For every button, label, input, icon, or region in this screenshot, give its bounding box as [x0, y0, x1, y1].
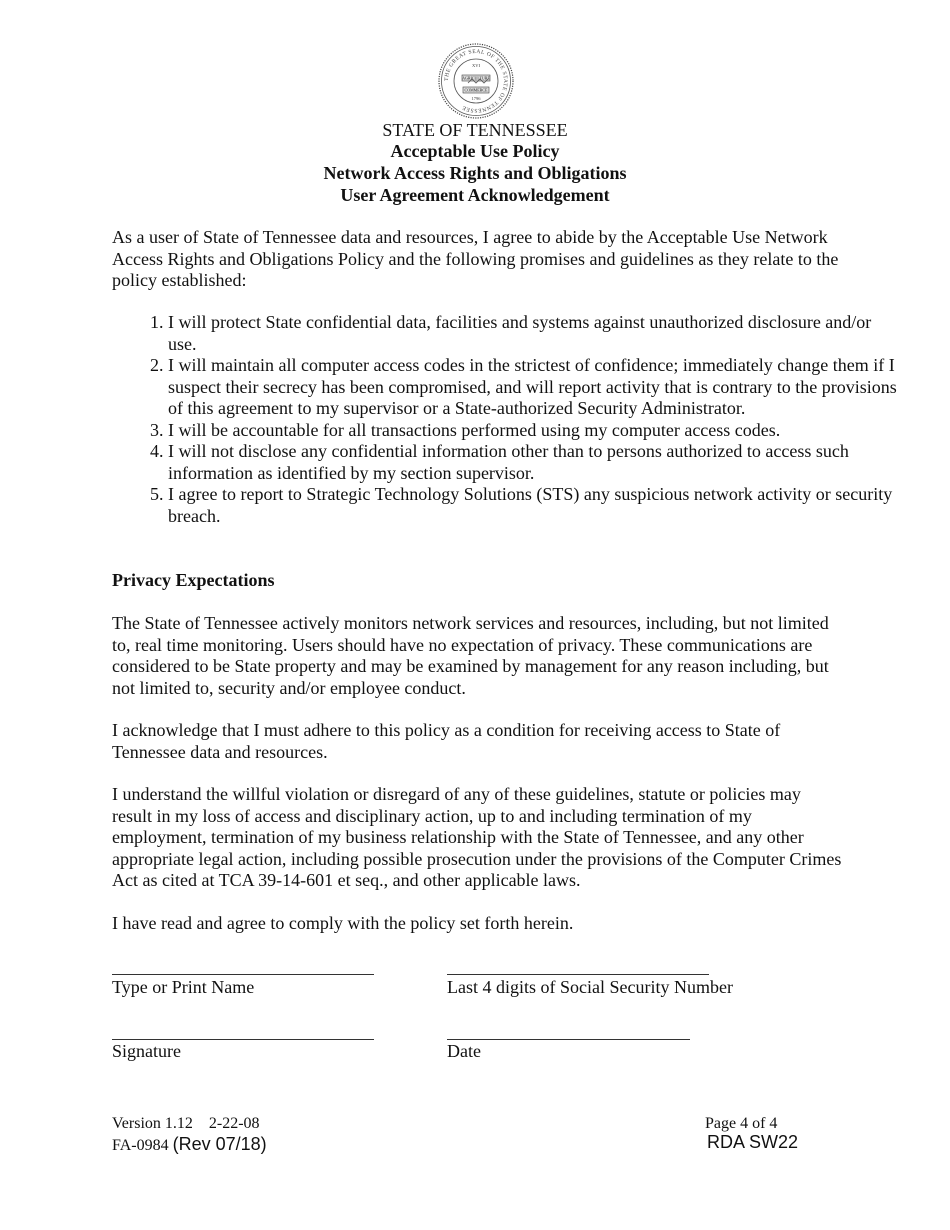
privacy-heading: Privacy Expectations	[112, 570, 275, 590]
acknowledge-paragraph: I acknowledge that I must adhere to this policy as a condition for receiving access to State of Tennessee data and resources.	[112, 720, 781, 762]
seal-agriculture-banner: AGRICULTURE	[462, 75, 490, 81]
seal-ring-text: THE GREAT SEAL OF THE STATE OF TENNESSEE	[443, 48, 509, 114]
list-item: 4. I will not disclose any confidential information other than to persons authorized to access such information as identified by my section supervisor.	[168, 441, 898, 484]
policy-subtitle: Network Access Rights and Obligations	[323, 163, 627, 183]
page-number: Page 4 of 4	[705, 1115, 778, 1132]
date-field-label: Date	[447, 1041, 481, 1061]
revision-date: (Rev 07/18)	[172, 1134, 267, 1154]
state-title: STATE OF TENNESSEE	[382, 120, 568, 140]
agreement-title: User Agreement Acknowledgement	[340, 185, 610, 205]
version-info: Version 1.12 2-22-08	[112, 1115, 260, 1132]
signature-field-label: Signature	[112, 1041, 181, 1061]
intro-paragraph: As a user of State of Tennessee data and resources, I agree to abide by the Acceptable Use Network Access Rights and Obligations Policy and the following promises and guidelines as they relate to the policy established:	[112, 227, 839, 290]
seal-roman-numeral: XVI	[472, 63, 480, 68]
form-number-text: FA-0984	[112, 1137, 169, 1154]
list-item: 2. I will maintain all computer access codes in the strictest of confidence; immediately change them if I suspect their secrecy has been compromised, and will report activity that is contrary to the provisions of this agreement to my supervisor or a State-authorized Security Administrator.	[168, 355, 898, 420]
signature-line[interactable]	[112, 1039, 374, 1040]
list-item: 5. I agree to report to Strategic Technology Solutions (STS) any suspicious network activity or security breach.	[168, 484, 898, 527]
list-item: 1. I will protect State confidential data, facilities and systems against unauthorized disclosure and/or use.	[168, 312, 898, 355]
violation-paragraph: I understand the willful violation or disregard of any of these guidelines, statute or policies may result in my loss of access and disciplinary action, up to and including termination of my employment, termination of my business relationship with the State of Tennessee, and any other appropriate legal action, including possible prosecution under the provisions of the Computer Crimes Act as cited at TCA 39-14-601 et seq., and other applicable laws.	[112, 784, 842, 890]
policy-title: Acceptable Use Policy	[390, 141, 560, 161]
form-number	[112, 1134, 267, 1155]
ssn-signature-line[interactable]	[447, 974, 709, 975]
privacy-paragraph: The State of Tennessee actively monitors network services and resources, including, but not limited to, real time monitoring. Users should have no expectation of privacy. These communications are considered to be State property and may be examined by management for any reason including, but not limited to, security and/or employee conduct.	[112, 613, 829, 698]
name-signature-line[interactable]	[112, 974, 374, 975]
state-seal-icon	[438, 43, 514, 119]
agree-statement: I have read and agree to comply with the policy set forth herein.	[112, 913, 574, 933]
date-line[interactable]	[447, 1039, 690, 1040]
rda-code: RDA SW22	[707, 1132, 799, 1152]
name-field-label: Type or Print Name	[112, 977, 255, 997]
list-item: 3. I will be accountable for all transactions performed using my computer access codes.	[168, 420, 898, 442]
seal-year: 1796	[471, 96, 481, 101]
seal-commerce-banner: COMMERCE	[464, 87, 488, 93]
promises-list	[112, 312, 898, 527]
ssn-field-label: Last 4 digits of Social Security Number	[447, 977, 733, 997]
